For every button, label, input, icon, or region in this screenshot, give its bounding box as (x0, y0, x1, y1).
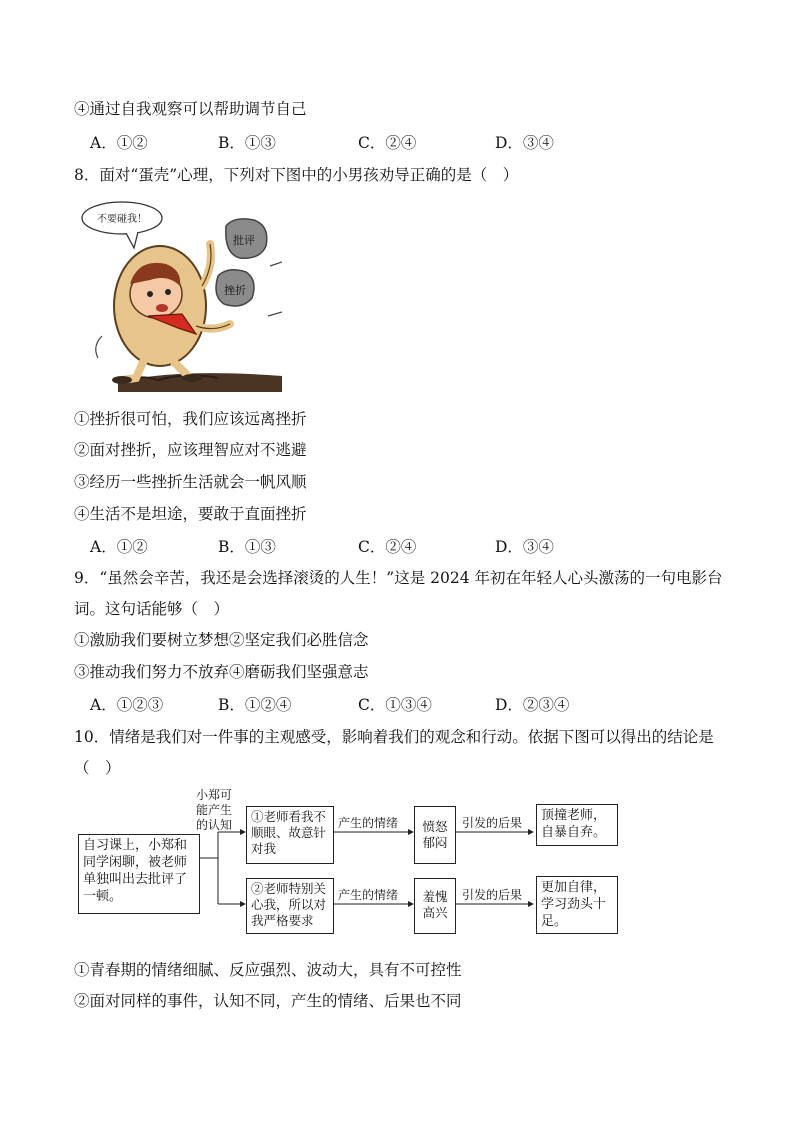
q8-stem: 8．面对“蛋壳”心理，下列对下图中的小男孩劝导正确的是（ ） (74, 166, 519, 184)
q9-stem-line2: 词。这句话能够（ ） (74, 600, 230, 618)
q8-item-2: ②面对挫折，应该理智应对不逃避 (74, 441, 307, 459)
result-label-2: 引发的后果 (462, 888, 523, 902)
result-box-2: 更加自律，学习劲头十足。 (536, 876, 618, 934)
q9-option-c[interactable]: C．①③④ (358, 696, 432, 714)
eggshell-boy-cartoon (78, 196, 282, 392)
q9-option-a[interactable]: A．①②③ (90, 696, 164, 714)
q8-item-3: ③经历一些挫折生活就会一帆风顺 (74, 473, 307, 491)
q8-option-b[interactable]: B．①③ (218, 538, 276, 556)
speech-text: 不要碰我！ (97, 214, 147, 225)
q9-items-line1: ①激励我们要树立梦想②坚定我们必胜信念 (74, 631, 369, 649)
emotion-box-2: 羞愧高兴 (414, 878, 456, 934)
thought-box-2: ②老师特别关心我，所以对我严格要求 (246, 878, 334, 934)
q8-item-1: ①挫折很可怕，我们应该远离挫折 (74, 410, 307, 428)
rock-criticism-label: 批评 (233, 234, 255, 247)
q7-option-b[interactable]: B．①③ (218, 134, 276, 152)
result-label-1: 引发的后果 (462, 816, 523, 830)
q7-options (90, 133, 623, 153)
q10-stem-line1: 10．情绪是我们对一件事的主观感受，影响着我们的观念和行动。依据下图可以得出的结论是 (74, 728, 714, 746)
q10-item-1: ①青春期的情绪细腻、反应强烈、波动大，具有不可控性 (74, 961, 462, 979)
result-box-1: 顶撞老师，自暴自弃。 (536, 804, 618, 846)
q8-option-c[interactable]: C．②④ (358, 538, 417, 556)
event-box: 自习课上，小郑和同学闲聊，被老师单独叫出去批评了一顿。 (78, 834, 200, 914)
q7-option-a[interactable]: A．①② (90, 134, 148, 152)
q7-item-4: ④通过自我观察可以帮助调节自己 (74, 100, 307, 118)
q10-item-2: ②面对同样的事件，认知不同，产生的情绪、后果也不同 (74, 992, 462, 1010)
cognition-flow-diagram (76, 786, 636, 936)
q9-items-line2: ③推动我们努力不放弃④磨砺我们坚强意志 (74, 663, 369, 681)
q8-options (90, 537, 623, 557)
q8-option-d[interactable]: D．③④ (495, 538, 554, 556)
q9-option-b[interactable]: B．①②④ (218, 696, 292, 714)
q8-option-a[interactable]: A．①② (90, 538, 148, 556)
rock-setback-label: 挫折 (224, 284, 246, 297)
q9-stem-line1: 9．“虽然会辛苦，我还是会选择滚烫的人生！”这是 2024 年初在年轻人心头激荡的一句电影台 (74, 569, 723, 587)
thought-box-1: ①老师看我不顺眼、故意针对我 (246, 806, 334, 864)
cognition-label: 小郑可能产生的认知 (196, 788, 233, 832)
q9-option-d[interactable]: D．②③④ (495, 696, 570, 714)
q7-option-c[interactable]: C．②④ (358, 134, 417, 152)
emotion-label-1: 产生的情绪 (338, 816, 399, 830)
q10-stem-line2: （ ） (74, 759, 121, 777)
q8-item-4: ④生活不是坦途，要敢于直面挫折 (74, 505, 307, 523)
emotion-box-1: 愤怒郁闷 (414, 806, 456, 864)
q9-options (90, 695, 623, 715)
q7-option-d[interactable]: D．③④ (495, 134, 554, 152)
emotion-label-2: 产生的情绪 (338, 888, 399, 902)
